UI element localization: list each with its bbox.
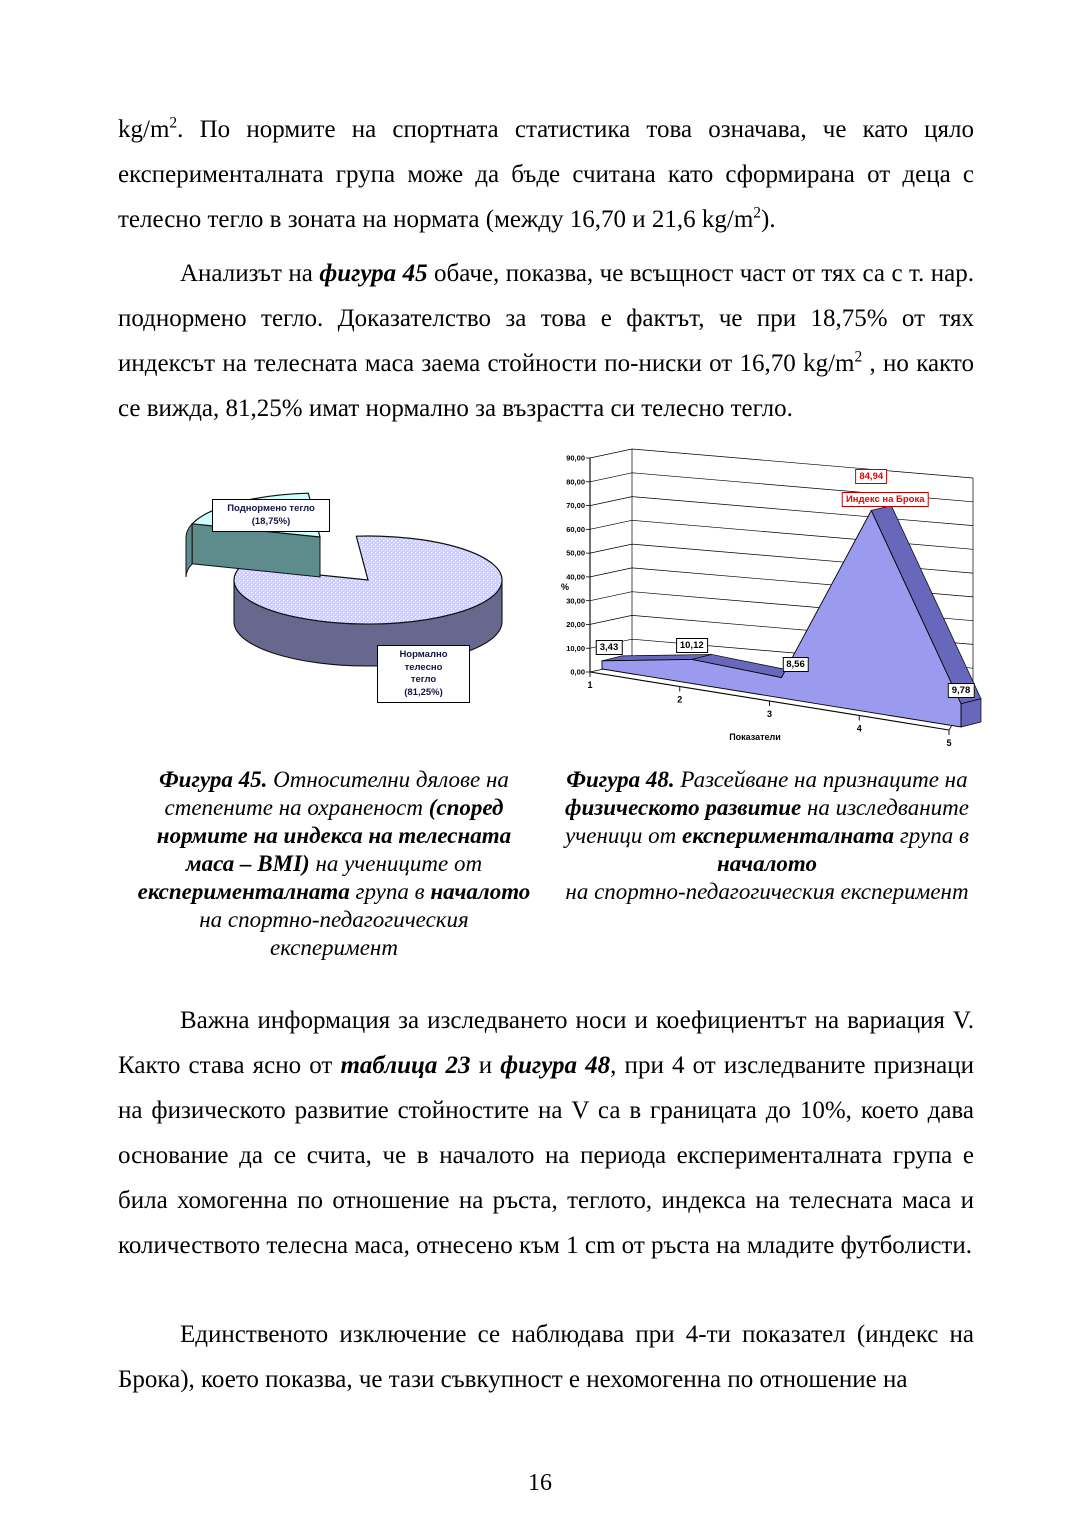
- pie-chart-canvas: [135, 452, 565, 767]
- data-label-point-2: 10,12: [676, 638, 708, 653]
- paragraph-variation-coefficient: Важна информация за изследването носи и коефициентът на вариация V. Както става ясно от таблица 23 и фигура 48, при 4 от изследваните признаци на физическото развитие стойностите на V са в границата до 10%, което дава основание да се счита, че в началото на периода експерименталната група е била хомогенна по отношение на ръста, теглото, индекса на телесната маса и количеството телесна маса, отнесено към 1 cm от ръста на младите футболисти.: [118, 1007, 975, 1259]
- figure-48-area-chart: [553, 438, 995, 753]
- x-axis-title: Показатели: [729, 732, 781, 742]
- y-axis-tick-label: 0,00: [570, 667, 585, 677]
- figure-45-pie-chart: [135, 452, 565, 767]
- y-axis-tick-label: 70,00: [566, 501, 585, 511]
- paragraph-figure45-analysis: Анализът на фигура 45 обаче, показва, че всъщност част от тях са с т. нар. поднормено тегло. Доказателство за това е фактът, че при 18,75% от тях индексът на телесната маса заема стойности по-ниски от 16,70 $kg/m^2$ , но както се вижда, 81,25% имат нормално за възрастта си телесно тегло.: [118, 260, 974, 422]
- series-annotation-brock-index: Индекс на Брока: [842, 492, 929, 507]
- area-end-cap: [961, 699, 981, 727]
- y-axis-tick-label: 50,00: [566, 548, 585, 558]
- y-axis-tick-label: 20,00: [566, 620, 585, 629]
- page-number: 16: [528, 1470, 552, 1496]
- x-axis-tick-label: 2: [677, 694, 683, 705]
- x-axis-tick-label: 5: [946, 738, 952, 748]
- pie-label-normal-weight: Нормално телесно тегло (81,25%): [377, 645, 470, 703]
- y-axis-tick-label: 60,00: [566, 524, 585, 534]
- x-axis-tick-label: 3: [766, 709, 773, 719]
- data-label-point-5: 9,78: [948, 683, 975, 698]
- paragraph-bmi-norm: $kg/m^2$. По нормите на спортната статистика това означава, че като цяло експерименталната група може да бъде считана като сформирана от деца с телесно тегло в зоната на нормата (между 16,70 и 21,6 $kg/m^2$).: [118, 114, 974, 233]
- y-axis-title: %: [561, 582, 570, 592]
- caption-figure-48: Фигура 48. Разсейване на признаците на физическото развитие на изследваните ученици от експерименталната група в началото на спортно-педагогическия експеримент: [565, 767, 969, 904]
- pie-label-underweight: Поднормено тегло (18,75%): [212, 499, 330, 532]
- x-axis-tick-label: 4: [856, 723, 862, 734]
- data-label-point-4: 84,94: [855, 469, 887, 484]
- area-chart-canvas: [553, 438, 995, 753]
- y-axis-tick-label: 90,00: [566, 453, 585, 463]
- pie-exploded-slice-rim: [186, 524, 192, 577]
- x-axis-tick-label: 1: [587, 680, 593, 690]
- paragraph-exception: Единственото изключение се наблюдава при 4-ти показател (индекс на Брока), което показва, че тази съвкупност е нехомогенна по отношение на: [118, 1321, 974, 1393]
- y-axis-tick-label: 40,00: [566, 572, 585, 582]
- y-axis-tick-label: 30,00: [566, 596, 585, 606]
- caption-figure-45: Фигура 45. Относителни дялове на степените на охраненост (според нормите на индекса на телесната маса – BMI) на учениците от експерименталната група в началото на спортно-педагогическия експеримент: [137, 767, 531, 960]
- chart-left-wall: [590, 449, 632, 672]
- data-label-point-1: 3,43: [596, 640, 623, 655]
- data-label-point-3: 8,56: [782, 657, 809, 672]
- y-axis-tick-label: 80,00: [566, 477, 585, 487]
- y-axis-tick-label: 10,00: [566, 643, 585, 653]
